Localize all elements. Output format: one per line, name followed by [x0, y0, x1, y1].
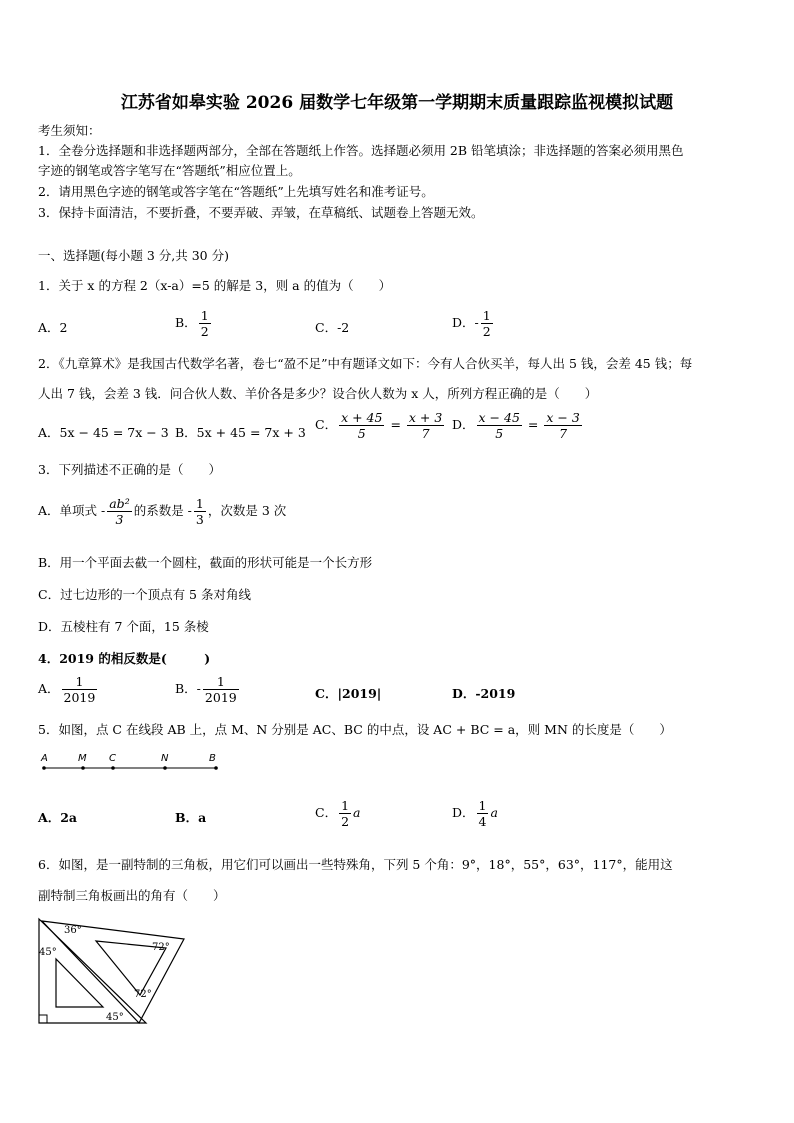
q3-option-c: C．过七边形的一个顶点有 5 条对角线: [38, 587, 251, 602]
q5-segment-diagram: [38, 750, 228, 776]
q2-option-c-label: C．: [315, 417, 338, 432]
point-a: [42, 766, 46, 770]
q5-option-a: A．2a: [38, 810, 77, 825]
fraction-denominator: 2: [200, 324, 209, 339]
fraction-numerator: x + 45: [341, 410, 383, 425]
question-6-stem-2: 副特制三角板画出的角有（ ）: [38, 888, 226, 903]
q2-option-d: D． $\frac{x - 45}{5}$ = $\frac{x - 3}{7}$: [452, 410, 580, 441]
q5-option-c-label: C．: [315, 805, 338, 820]
q1-option-b-label: B．: [175, 315, 197, 330]
fraction-numerator: 1: [62, 674, 98, 690]
q6-triangle-set-figure: [36, 915, 186, 1027]
q1-option-b: [175, 308, 213, 339]
fraction-denominator: 2019: [63, 690, 96, 705]
fraction-numerator: ab²: [109, 496, 130, 511]
q4-option-a: [38, 674, 99, 705]
q2-option-c: C． $\frac{x + 45}{5}$ = $\frac{x + 3}{7}$: [315, 410, 443, 441]
question-4-stem: 4．2019 的相反数是( ): [38, 651, 211, 666]
q3-option-a-suffix: ，次数是 3 次: [207, 503, 287, 518]
q2-option-b: B．5x + 45 = 7x + 3: [175, 425, 306, 440]
question-2-stem-2: 人出 7 钱，会差 3 钱．问合伙人数、羊价各是多少？设合伙人数为 x 人，所列方程正确的是（ ）: [38, 386, 598, 401]
angle-label-45-bottom: 45°: [106, 1012, 124, 1023]
q5-option-c-variable: a: [353, 805, 361, 820]
q5-option-c-fraction: [339, 798, 351, 829]
angle-label-36: 36°: [64, 925, 82, 936]
q4-option-a-label: A．: [38, 681, 60, 696]
angle-label-72-top: 72°: [152, 942, 170, 953]
page-title: 江苏省如皋实验 2026 届数学七年级第一学期期末质量跟踪监视模拟试题: [120, 93, 674, 113]
q5-option-c: [315, 798, 360, 829]
fraction-numerator: x + 3: [408, 410, 443, 425]
fraction-denominator: 2: [341, 814, 350, 829]
q3-option-a-mid: 的系数是 -: [133, 503, 192, 518]
point-b: [214, 766, 218, 770]
label-n: N: [161, 753, 169, 764]
fraction-numerator: 1: [200, 308, 209, 323]
question-6-stem-1: 6．如图，是一副特制的三角板，用它们可以画出一些特殊角，下列 5 个角：9°，18°，55°，63°，117°，能用这: [38, 857, 673, 872]
q3-option-a-label: A．单项式 -: [38, 503, 106, 518]
fraction-numerator: 1: [482, 308, 491, 323]
fraction-denominator: 5: [495, 426, 504, 441]
fraction-numerator: x − 3: [546, 410, 580, 425]
q3-option-a-monomial: [107, 496, 131, 527]
fraction-denominator: 3: [115, 512, 124, 527]
point-m: [81, 766, 85, 770]
q1-option-d-fraction: [481, 308, 493, 339]
q2-option-d-label: D．: [452, 417, 475, 432]
q4-option-a-fraction: [62, 674, 98, 705]
right-angle-mark: [39, 1015, 47, 1023]
label-c: C: [109, 753, 116, 764]
special-triangle-outer: [42, 921, 184, 1023]
fraction-numerator: x − 45: [478, 410, 520, 425]
q2-option-d-left-fraction: [477, 410, 522, 441]
fraction-numerator: 1: [341, 798, 350, 813]
q5-option-d: [452, 798, 498, 829]
fraction-numerator: 1: [195, 496, 204, 511]
question-1-stem: 1．关于 x 的方程 2（x-a）=5 的解是 3，则 a 的值为（ ）: [38, 278, 392, 293]
q2-option-c-left-fraction: [339, 410, 384, 441]
label-a: A: [41, 753, 48, 764]
q3-option-a: [38, 496, 286, 527]
question-3-stem: 3．下列描述不正确的是（ ）: [38, 462, 221, 477]
label-b: B: [209, 753, 216, 764]
notice-item-2: 2．请用黑色字迹的钢笔或答字笔在“答题纸”上先填写姓名和准考证号。: [38, 184, 434, 199]
q3-option-d: D．五棱柱有 7 个面，15 条棱: [38, 619, 209, 634]
q1-option-d: [452, 308, 495, 339]
section-heading: 一、选择题(每小题 3 分,共 30 分): [38, 248, 229, 263]
q1-option-b-fraction: [199, 308, 211, 339]
point-n: [163, 766, 167, 770]
q5-option-d-variable: a: [490, 805, 498, 820]
q4-option-b: [175, 674, 241, 705]
set-square-45-inner: [56, 959, 103, 1007]
fraction-denominator: 2019: [204, 690, 237, 705]
fraction-numerator: 1: [478, 798, 487, 813]
q3-option-b: B．用一个平面去截一个圆柱，截面的形状可能是一个长方形: [38, 555, 373, 570]
q5-option-b: B．a: [175, 810, 207, 825]
q5-option-d-label: D．: [452, 805, 475, 820]
q1-option-a: A．2: [38, 320, 68, 335]
q2-option-c-right-fraction: [407, 410, 444, 441]
fraction-denominator: 3: [195, 512, 204, 527]
q3-option-a-coefficient: [194, 496, 206, 527]
question-5-stem: 5．如图，点 C 在线段 AB 上，点 M、N 分别是 AC、BC 的中点，设 AC + BC = a，则 MN 的长度是（ ）: [38, 722, 672, 737]
q5-option-d-fraction: [477, 798, 489, 829]
fraction-denominator: 7: [421, 426, 430, 441]
notice-heading: 考生须知：: [38, 123, 101, 138]
fraction-numerator: 1: [203, 674, 239, 690]
q2-option-d-right-fraction: [544, 410, 581, 441]
fraction-denominator: 4: [478, 814, 487, 829]
q4-option-c: C．|2019|: [315, 686, 382, 701]
q4-option-b-fraction: [203, 674, 239, 705]
label-m: M: [78, 753, 87, 764]
question-2-stem-1: 2．《九章算术》是我国古代数学名著，卷七“盈不足”中有题译文如下：今有人合伙买羊，每人出 5 钱，会差 45 钱；每: [38, 356, 693, 371]
q1-option-c: C．-2: [315, 320, 350, 335]
fraction-denominator: 7: [559, 426, 568, 441]
notice-item-1b: 字迹的钢笔或答字笔写在“答题纸”相应位置上。: [38, 163, 301, 178]
notice-item-1a: 1．全卷分选择题和非选择题两部分，全部在答题纸上作答。选择题必须用 2B 铅笔填涂；非选择题的答案必须用黑色: [38, 143, 684, 158]
notice-item-3: 3．保持卡面清洁，不要折叠，不要弄破、弄皱，在草稿纸、试题卷上答题无效。: [38, 205, 484, 220]
angle-label-45-top: 45°: [39, 947, 57, 958]
fraction-denominator: 5: [357, 426, 366, 441]
angle-label-72-bottom: 72°: [134, 989, 152, 1000]
q2-option-a: A．5x − 45 = 7x − 3: [38, 425, 169, 440]
point-c: [111, 766, 115, 770]
fraction-denominator: 2: [482, 324, 491, 339]
q4-option-b-label: B．-: [175, 681, 201, 696]
q1-option-d-label: D．-: [452, 315, 479, 330]
q4-option-d: D．-2019: [452, 686, 516, 701]
